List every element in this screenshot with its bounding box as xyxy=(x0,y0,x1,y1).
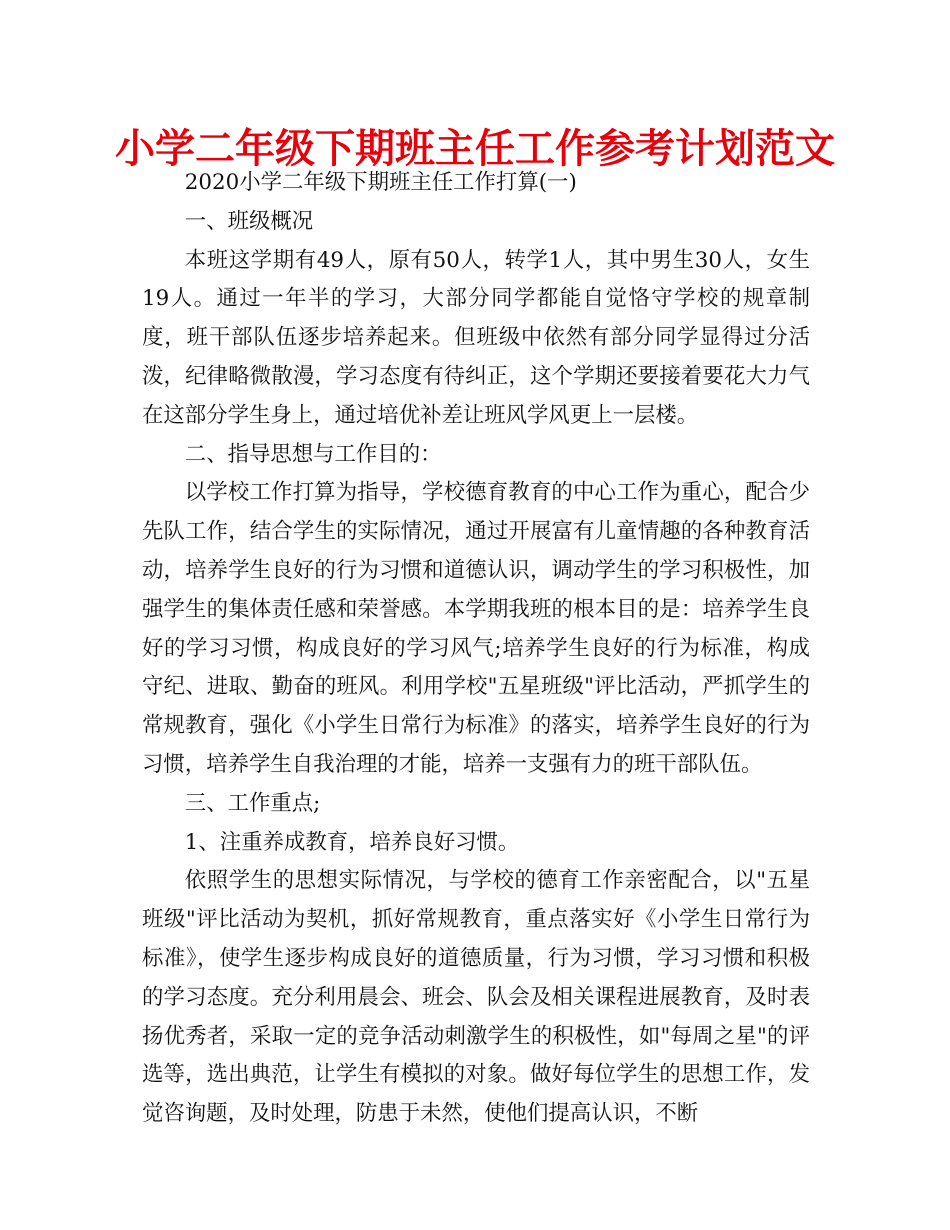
subsection-heading-habits: 1、注重养成教育，培养良好习惯。 xyxy=(184,829,520,855)
body-paragraph: 本班这学期有49人，原有50人，转学1人，其中男生30人，女生19人。通过一年半的学习，大部分同学都能自觉恪守学校的规章制度，班干部队伍逐步培养起来。但班级中依然有部分同学显得过分活泼，纪律略微散漫，学习态度有待纠正，这个学期还要接着要花大力气在这部分学生身上，通过培优补差让班风学风更上一层楼。 xyxy=(142,247,810,428)
document-title: 小学二年级下期班主任工作参考计划范文 xyxy=(115,126,835,172)
section-heading-work-focus: 三、工作重点; xyxy=(184,790,321,816)
body-paragraph: 以学校工作打算为指导，学校德育教育的中心工作为重心，配合少先队工作，结合学生的实际情况，通过开展富有儿童情趣的各种教育活动，培养学生良好的行为习惯和道德认识，调动学生的学习积极性，加强学生的集体责任感和荣誉感。本学期我班的根本目的是：培养学生良好的学习习惯，构成良好的学习风气;培养学生良好的行为标准，构成守纪、进取、勤奋的班风。利用学校"五星班级"评比活动，严抓学生的常规教育，强化《小学生日常行为标准》的落实，培养学生良好的行为习惯，培养学生自我治理的才能，培养一支强有力的班干部队伍。 xyxy=(142,480,810,777)
section-heading-class-overview: 一、班级概况 xyxy=(184,208,314,234)
section-heading-guiding-ideas: 二、指导思想与工作目的： xyxy=(184,441,442,467)
subtitle-paragraph: 2020小学二年级下期班主任工作打算(一) xyxy=(184,170,577,195)
document-body xyxy=(142,164,810,1134)
body-paragraph: 依照学生的思想实际情况，与学校的德育工作亲密配合，以"五星班级"评比活动为契机，抓好常规教育，重点落实好《小学生日常行为标准》，使学生逐步构成良好的道德质量，行为习惯，学习习惯和积极的学习态度。充分利用晨会、班会、队会及相关课程进展教育，及时表扬优秀者，采取一定的竞争活动刺激学生的积极性，如"每周之星"的评选等，选出典范，让学生有模拟的对象。做好每位学生的思想工作，发觉咨询题，及时处理，防患于未然，使他们提高认识，不断 xyxy=(142,868,810,1127)
